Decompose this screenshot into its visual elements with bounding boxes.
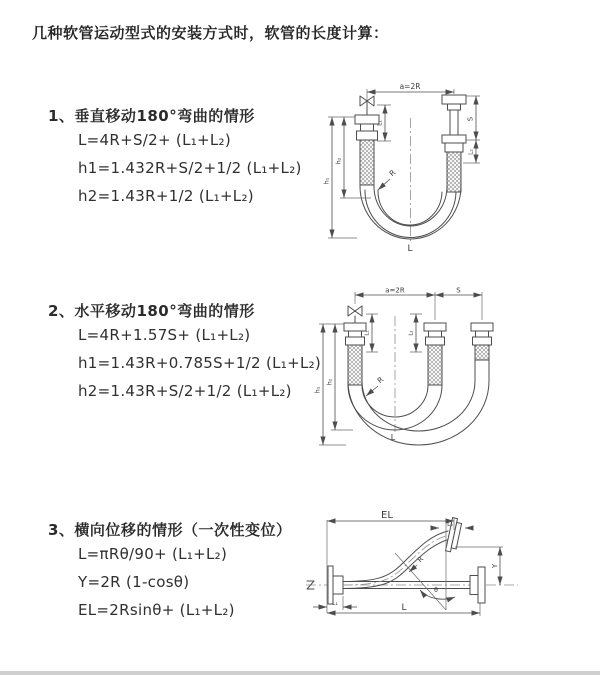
- dim-label-l1: L₁: [332, 600, 338, 607]
- dim-label-s: S: [456, 286, 461, 295]
- dim-label-h2: h₂: [325, 378, 334, 386]
- formula-line: h1=1.43R+0.785S+1/2 (L₁+L₂): [78, 354, 322, 372]
- curved-tube: [343, 531, 450, 589]
- formula-line: h2=1.43R+S/2+1/2 (L₁+L₂): [78, 382, 292, 400]
- section-horizontal-movement: [48, 301, 321, 405]
- section-1-heading: 1、垂直移动180°弯曲的情形: [48, 107, 255, 125]
- formula-line: h2=1.43R+1/2 (L₁+L₂): [78, 187, 254, 205]
- braided-hose: [360, 140, 374, 185]
- dim-label-l-total: L: [390, 433, 396, 442]
- dim-a-2r: [367, 82, 454, 108]
- left-flange: [328, 566, 343, 604]
- dim-label-el: EL: [381, 510, 393, 521]
- valve-icon: [348, 306, 362, 323]
- right-flange: [470, 567, 485, 603]
- section-1-formulas: [48, 126, 302, 210]
- middle-pipe-fitting: [424, 323, 446, 385]
- dim-label-l2: L₂: [467, 149, 475, 155]
- right-pipe-fitting: [471, 323, 493, 360]
- section-3-formulas: [48, 540, 291, 624]
- dim-label-h1: h₁: [313, 386, 322, 394]
- dim-label-l: L: [401, 603, 407, 613]
- section-2-formulas: [48, 321, 321, 405]
- braided-hose: [475, 345, 489, 360]
- dim-label-l1: L₁: [364, 330, 371, 336]
- braided-hose: [447, 152, 461, 192]
- dim-l2: [409, 314, 423, 352]
- dim-l1: [313, 596, 357, 610]
- section-3-heading: 3、横向位移的情形（一次性变位）: [48, 521, 292, 539]
- dim-l1: [377, 105, 392, 141]
- dim-label-y: Y: [491, 563, 499, 569]
- diagram-horizontal-180-bend: [308, 282, 593, 460]
- braided-hose: [348, 345, 362, 385]
- dim-a2r-s: [355, 287, 482, 321]
- formula-line: L=4R+S/2+ (L₁+L₂): [78, 131, 232, 149]
- dim-label-theta: θ: [434, 586, 438, 594]
- dim-l2: [431, 521, 473, 528]
- diagram-2-svg: [308, 282, 593, 460]
- dim-label-l2: L₂: [408, 330, 415, 336]
- braided-hose: [428, 345, 442, 385]
- dim-label-h1: h₁: [322, 177, 331, 185]
- formula-line: EL=2Rsinθ+ (L₁+L₂): [78, 601, 235, 619]
- dim-label-a2r: a=2R: [399, 82, 421, 91]
- formula-line: L=4R+1.57S+ (L₁+L₂): [78, 326, 251, 344]
- dim-label-r: R: [415, 555, 426, 565]
- dim-l: [327, 603, 480, 616]
- dim-label-r: R: [375, 374, 386, 386]
- dim-label-l2: L₂: [447, 521, 453, 528]
- section-vertical-movement: [48, 106, 302, 210]
- formula-line: Y=2R (1-cosθ): [78, 573, 190, 591]
- diagram-lateral-displacement: [303, 500, 523, 645]
- dim-s-l2: [463, 96, 480, 163]
- dim-l1: [365, 314, 379, 352]
- dim-label-l1: L₁: [376, 120, 384, 126]
- dim-label-r: R: [387, 167, 398, 179]
- dim-label-s: S: [466, 116, 475, 122]
- scan-edge-artifact: [0, 671, 600, 675]
- u-bend-tubes: [348, 360, 489, 445]
- diagram-3-svg: [303, 500, 523, 645]
- section-lateral-displacement: [48, 520, 291, 624]
- page-title: 几种软管运动型式的安装方式时，软管的长度计算：: [32, 24, 389, 42]
- dim-label-h2: h₂: [334, 157, 343, 165]
- formula-line: L=πRθ/90+ (L₁+L₂): [78, 545, 228, 563]
- radius-leader: [366, 375, 385, 396]
- left-pipe-fitting: [344, 323, 366, 385]
- formula-line: h1=1.432R+S/2+1/2 (L₁+L₂): [78, 159, 302, 177]
- dim-label-a2r: a=2R: [385, 286, 405, 295]
- dim-label-l-total: L: [407, 244, 413, 254]
- section-2-heading: 2、水平移动180°弯曲的情形: [48, 302, 255, 320]
- right-pipe-fitting: [442, 95, 466, 192]
- diagram-1-svg: [315, 63, 585, 255]
- left-pipe-fitting: [355, 115, 379, 185]
- diagram-vertical-180-bend: [315, 63, 585, 255]
- radius-leader: [378, 168, 397, 190]
